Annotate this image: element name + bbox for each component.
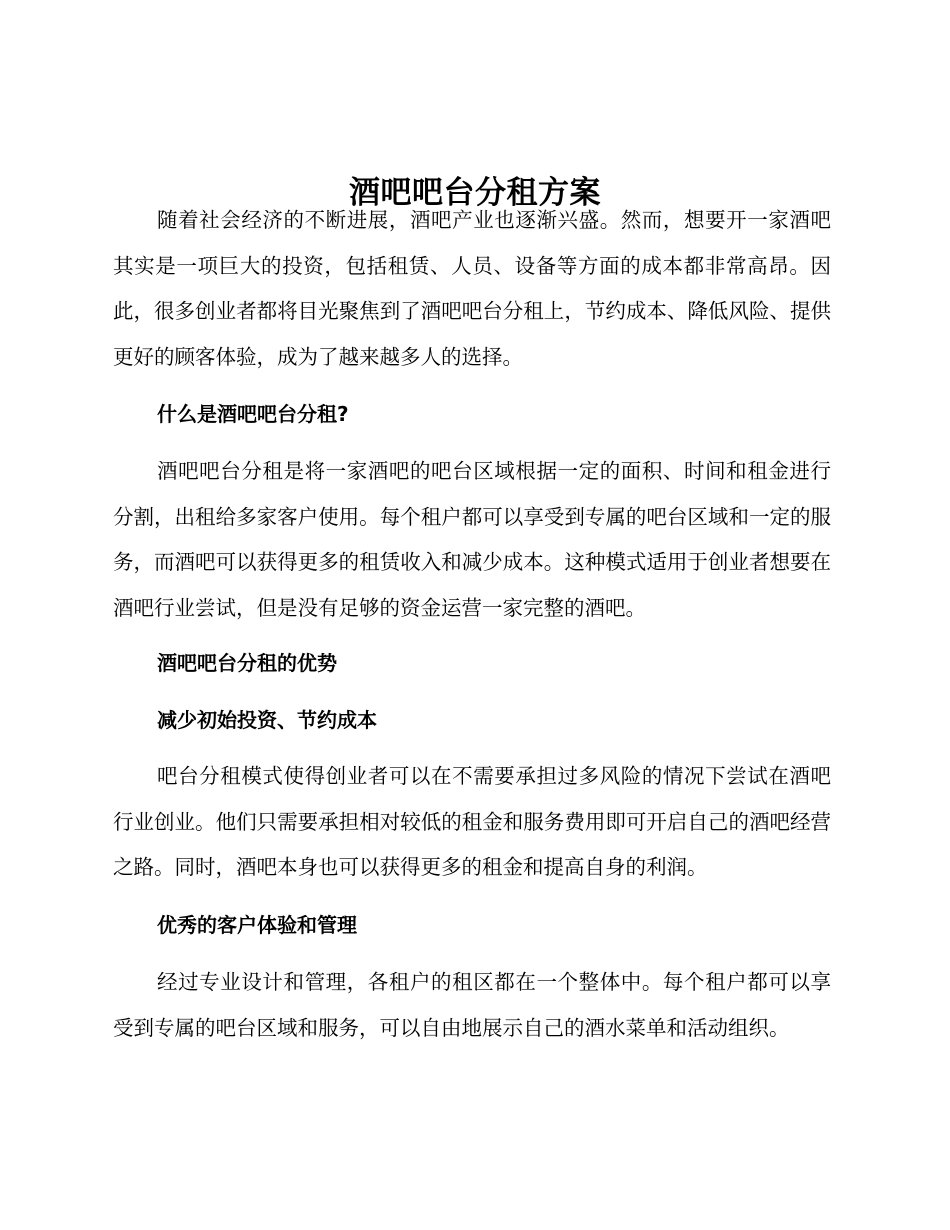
- subheading-reduce-cost: 减少初始投资、节约成本: [157, 708, 377, 732]
- definition-paragraph: 酒吧吧台分租是将一家酒吧的吧台区域根据一定的面积、时间和租金进行分割，出租给多家客户使用。每个租户都可以享受到专属的吧台区域和一定的服务，而酒吧可以获得更多的租赁收入和减少成本。这种模式适用于创业者想要在酒吧行业尝试，但是没有足够的资金运营一家完整的酒吧。: [113, 459, 831, 620]
- section-heading-advantages: 酒吧吧台分租的优势: [157, 651, 337, 675]
- reduce-cost-paragraph: 吧台分租模式使得创业者可以在不需要承担过多风险的情况下尝试在酒吧行业创业。他们只需要承担相对较低的租金和服务费用即可开启自己的酒吧经营之路。同时，酒吧本身也可以获得更多的租金和提高自身的利润。: [113, 764, 831, 879]
- customer-experience-paragraph: 经过专业设计和管理，各租户的租区都在一个整体中。每个租户都可以享受到专属的吧台区域和服务，可以自由地展示自己的酒水菜单和活动组织。: [113, 970, 831, 1040]
- document-title: 酒吧吧台分租方案: [349, 174, 601, 211]
- intro-paragraph: 随着社会经济的不断进展，酒吧产业也逐渐兴盛。然而，想要开一家酒吧其实是一项巨大的投资，包括租赁、人员、设备等方面的成本都非常高昂。因此，很多创业者都将目光聚焦到了酒吧吧台分租上，节约成本、降低风险、提供更好的顾客体验，成为了越来越多人的选择。: [113, 208, 831, 369]
- section-heading-what-is: 什么是酒吧吧台分租?: [157, 402, 349, 426]
- subheading-customer-experience: 优秀的客户体验和管理: [157, 913, 357, 937]
